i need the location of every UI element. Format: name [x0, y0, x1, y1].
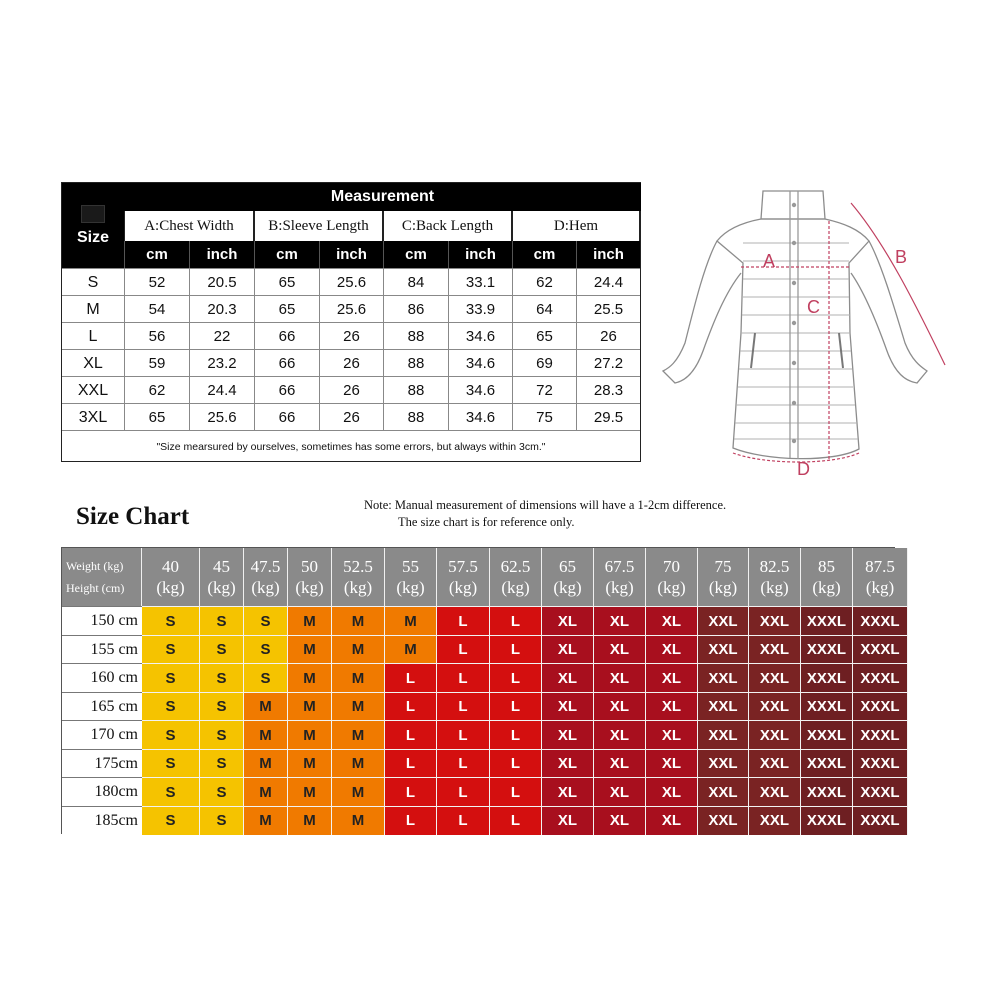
- size-cell: XXXL: [853, 777, 908, 806]
- weight-header: [142, 548, 200, 606]
- size-cell: XXXL: [801, 749, 853, 778]
- measurement-cell: 65: [124, 404, 189, 431]
- size-cell: XL: [594, 635, 646, 664]
- size-cell: S: [200, 692, 244, 721]
- size-cell: S: [200, 635, 244, 664]
- measurement-cell: 34.6: [448, 323, 512, 350]
- size-cell: XL: [646, 777, 698, 806]
- size-cell: S: [142, 635, 200, 664]
- height-label: 160 cm: [62, 663, 142, 692]
- size-cell: S: [244, 606, 288, 635]
- weight-unit: (kg): [553, 578, 582, 597]
- size-cell: XL: [594, 806, 646, 835]
- coat-left-sleeve: [663, 241, 741, 383]
- size-cell: XXXL: [801, 663, 853, 692]
- size-cell: XXL: [749, 635, 801, 664]
- weight-unit: (kg): [251, 578, 280, 597]
- weight-value: 65: [559, 557, 576, 576]
- size-cell: XXXL: [853, 635, 908, 664]
- height-label: 180cm: [62, 777, 142, 806]
- size-cell: M: [244, 806, 288, 835]
- measurement-cell: 26: [576, 323, 640, 350]
- size-cell: S: [200, 606, 244, 635]
- size-cell: XL: [646, 692, 698, 721]
- size-cell: L: [490, 806, 542, 835]
- size-cell: XXXL: [853, 720, 908, 749]
- size-cell: XL: [646, 720, 698, 749]
- weight-value: 87.5: [865, 557, 895, 576]
- size-cell: XL: [646, 806, 698, 835]
- measurement-cell: 24.4: [576, 269, 640, 296]
- size-cell: XXXL: [853, 692, 908, 721]
- size-cell: S: [200, 806, 244, 835]
- weight-unit: (kg): [865, 578, 895, 597]
- measurement-cell: 20.3: [189, 296, 254, 323]
- size-cell: L: [490, 749, 542, 778]
- weight-value: 82.5: [759, 557, 790, 576]
- measurement-cell: 24.4: [189, 377, 254, 404]
- weight-value: 70: [663, 557, 680, 576]
- measurement-cell: 25.6: [189, 404, 254, 431]
- weight-header: [646, 548, 698, 606]
- size-cell: XXL: [698, 806, 749, 835]
- weight-value: 85: [818, 557, 835, 576]
- size-cell: S: [142, 720, 200, 749]
- size-cell: S: [244, 663, 288, 692]
- weight-value: 47.5: [250, 557, 281, 576]
- size-cell: M: [332, 663, 385, 692]
- measurement-cell: 20.5: [189, 269, 254, 296]
- weight-header: [200, 548, 244, 606]
- size-cell: M: [385, 606, 437, 635]
- size-cell: S: [142, 806, 200, 835]
- size-cell: L: [437, 777, 490, 806]
- size-cell: S: [200, 663, 244, 692]
- size-cell: M: [244, 692, 288, 721]
- unit-hem-cm: cm: [512, 241, 576, 268]
- measurement-cell: 88: [383, 350, 448, 377]
- size-cell: XL: [542, 720, 594, 749]
- weight-header: [594, 548, 646, 606]
- measurement-row: [62, 349, 640, 377]
- size-cell: L: [437, 720, 490, 749]
- size-cell: L: [437, 806, 490, 835]
- measurement-cell: 66: [254, 377, 319, 404]
- measurement-cell: 88: [383, 377, 448, 404]
- unit-chest-cm: cm: [124, 241, 189, 268]
- size-cell: L: [437, 606, 490, 635]
- row-size: S: [87, 273, 99, 291]
- size-cell: M: [332, 692, 385, 721]
- measurement-table: [61, 182, 641, 462]
- measurement-cell: 65: [512, 323, 576, 350]
- size-cell: XXL: [749, 720, 801, 749]
- measurement-cell: 52: [124, 269, 189, 296]
- size-cell: XXXL: [853, 749, 908, 778]
- measurement-cell: 66: [254, 350, 319, 377]
- measurement-cell: 25.5: [576, 296, 640, 323]
- size-cell: M: [332, 806, 385, 835]
- unit-sleeve-inch: inch: [319, 241, 383, 268]
- measurement-cell: 25.6: [319, 269, 383, 296]
- size-cell: XXXL: [801, 806, 853, 835]
- measurement-cell: 26: [319, 404, 383, 431]
- size-cell: XXL: [698, 635, 749, 664]
- weight-unit: (kg): [448, 578, 478, 597]
- size-cell: M: [244, 777, 288, 806]
- size-cell: XXXL: [801, 606, 853, 635]
- size-cell: S: [200, 720, 244, 749]
- size-cell: XXXL: [801, 635, 853, 664]
- size-cell: XXL: [749, 663, 801, 692]
- measurement-cell: 26: [319, 377, 383, 404]
- size-cell: S: [142, 749, 200, 778]
- size-cell: XXXL: [801, 777, 853, 806]
- size-header: [62, 183, 124, 268]
- size-cell: M: [332, 720, 385, 749]
- size-cell: XL: [646, 749, 698, 778]
- size-cell: L: [437, 635, 490, 664]
- weight-header: [749, 548, 801, 606]
- size-cell: XL: [594, 606, 646, 635]
- size-cell: L: [437, 663, 490, 692]
- measurement-cell: 34.6: [448, 404, 512, 431]
- size-cell: M: [244, 720, 288, 749]
- header-swatch: [81, 205, 105, 223]
- height-label: 155 cm: [62, 635, 142, 664]
- size-cell: L: [490, 777, 542, 806]
- size-cell: L: [437, 692, 490, 721]
- size-cell: L: [385, 777, 437, 806]
- group-hem: D:Hem: [512, 211, 640, 241]
- measurement-row: [62, 403, 640, 431]
- size-cell: XXL: [749, 777, 801, 806]
- weight-header: [853, 548, 908, 606]
- size-cell: XXL: [698, 606, 749, 635]
- size-cell: M: [288, 806, 332, 835]
- measurement-cell: 86: [383, 296, 448, 323]
- coat-right-sleeve: [851, 241, 927, 383]
- measurement-cell: 54: [124, 296, 189, 323]
- size-cell: XL: [542, 749, 594, 778]
- size-cell: XXL: [749, 606, 801, 635]
- size-cell: XL: [594, 663, 646, 692]
- measurement-cell: 29.5: [576, 404, 640, 431]
- size-cell: XXXL: [853, 663, 908, 692]
- measurement-cell: 66: [254, 323, 319, 350]
- size-cell: L: [490, 720, 542, 749]
- size-cell: M: [332, 606, 385, 635]
- measurement-cell: 84: [383, 269, 448, 296]
- size-cell: M: [385, 635, 437, 664]
- weight-header: [332, 548, 385, 606]
- weight-unit: (kg): [156, 578, 185, 597]
- size-cell: XXXL: [853, 606, 908, 635]
- size-cell: XL: [542, 635, 594, 664]
- measurement-cell: 75: [512, 404, 576, 431]
- measurement-row: [62, 322, 640, 350]
- measurement-cell: 28.3: [576, 377, 640, 404]
- corner-header: [62, 548, 142, 606]
- measurement-cell: 66: [254, 404, 319, 431]
- measurement-cell: 65: [254, 296, 319, 323]
- size-cell: S: [142, 663, 200, 692]
- measurement-cell: 25.6: [319, 296, 383, 323]
- size-chart-table: [61, 547, 900, 834]
- weight-value: 40: [162, 557, 179, 576]
- unit-sleeve-cm: cm: [254, 241, 319, 268]
- measurement-cell: 23.2: [189, 350, 254, 377]
- height-label: 175cm: [62, 749, 142, 778]
- size-chart-title: Size Chart: [76, 503, 190, 530]
- weight-value: 67.5: [604, 557, 635, 576]
- group-chest-width: A:Chest Width: [124, 211, 254, 241]
- label-a: A: [763, 251, 776, 271]
- weight-value: 55: [402, 557, 419, 576]
- size-cell: L: [490, 606, 542, 635]
- size-cell: XXL: [698, 749, 749, 778]
- size-cell: XL: [646, 606, 698, 635]
- size-cell: L: [385, 692, 437, 721]
- weight-value: 75: [714, 557, 732, 576]
- size-cell: XXXL: [801, 692, 853, 721]
- weight-header: [288, 548, 332, 606]
- measurement-row: [62, 376, 640, 404]
- row-size: XL: [83, 354, 103, 372]
- size-cell: XL: [646, 635, 698, 664]
- weight-unit: (kg): [605, 578, 634, 597]
- size-cell: L: [385, 749, 437, 778]
- weight-unit: (kg): [295, 578, 324, 597]
- measurement-cell: 62: [124, 377, 189, 404]
- group-sleeve-length: B:Sleeve Length: [254, 211, 383, 241]
- size-cell: XL: [542, 663, 594, 692]
- weight-unit: (kg): [207, 578, 236, 597]
- weight-header: [698, 548, 749, 606]
- measurement-cell: 27.2: [576, 350, 640, 377]
- unit-chest-inch: inch: [189, 241, 254, 268]
- size-cell: XXL: [698, 692, 749, 721]
- measurement-cell: 72: [512, 377, 576, 404]
- weight-unit: (kg): [812, 578, 841, 597]
- size-cell: M: [288, 663, 332, 692]
- measurement-cell: 62: [512, 269, 576, 296]
- size-cell: L: [437, 749, 490, 778]
- size-cell: M: [288, 635, 332, 664]
- size-cell: M: [288, 749, 332, 778]
- weight-value: 50: [301, 557, 318, 576]
- size-cell: M: [332, 635, 385, 664]
- size-cell: XL: [542, 606, 594, 635]
- measurement-cell: 69: [512, 350, 576, 377]
- size-cell: M: [288, 777, 332, 806]
- unit-back-inch: inch: [448, 241, 512, 268]
- size-cell: XL: [594, 777, 646, 806]
- size-cell: L: [490, 692, 542, 721]
- group-back-length: C:Back Length: [383, 211, 512, 241]
- unit-back-cm: cm: [383, 241, 448, 268]
- size-cell: XXXL: [853, 806, 908, 835]
- note-line-2: The size chart is for reference only.: [398, 515, 575, 529]
- size-cell: L: [385, 720, 437, 749]
- measurement-note: "Size mearsured by ourselves, sometimes has some errors, but always within 3cm.": [62, 430, 640, 462]
- note-line-1: Note: Manual measurement of dimensions will have a 1-2cm difference.: [364, 498, 727, 512]
- size-cell: M: [288, 720, 332, 749]
- measurement-row: [62, 295, 640, 323]
- coat-buttons: [792, 203, 796, 443]
- measurement-row: [62, 268, 640, 296]
- size-cell: XXXL: [801, 720, 853, 749]
- measurement-cell: 88: [383, 404, 448, 431]
- size-cell: XXL: [698, 720, 749, 749]
- measure-line-b: [851, 203, 945, 365]
- weight-value: 45: [213, 557, 230, 576]
- size-cell: S: [142, 777, 200, 806]
- weight-unit: (kg): [396, 578, 425, 597]
- size-cell: M: [288, 692, 332, 721]
- corner-height-label: Height (cm): [66, 581, 125, 595]
- coat-diagram: [655, 183, 955, 483]
- row-size: XXL: [77, 381, 109, 399]
- weight-header: [801, 548, 853, 606]
- height-label: 185cm: [62, 806, 142, 835]
- weight-header: [244, 548, 288, 606]
- weight-value: 57.5: [448, 557, 478, 576]
- height-label: 165 cm: [62, 692, 142, 721]
- size-cell: S: [244, 635, 288, 664]
- corner-weight-label: Weight (kg): [66, 559, 124, 573]
- size-cell: S: [200, 749, 244, 778]
- unit-hem-inch: inch: [576, 241, 640, 268]
- weight-unit: (kg): [760, 578, 789, 597]
- size-cell: M: [332, 777, 385, 806]
- measurement-cell: 56: [124, 323, 189, 350]
- weight-header: [490, 548, 542, 606]
- measurement-cell: 64: [512, 296, 576, 323]
- row-size: L: [88, 327, 98, 345]
- size-cell: XL: [594, 749, 646, 778]
- measurement-cell: 33.1: [448, 269, 512, 296]
- weight-value: 62.5: [500, 557, 531, 576]
- measurement-cell: 26: [319, 350, 383, 377]
- size-cell: S: [200, 777, 244, 806]
- size-cell: M: [244, 749, 288, 778]
- size-cell: XL: [542, 692, 594, 721]
- size-cell: XXL: [749, 692, 801, 721]
- weight-header: [542, 548, 594, 606]
- measurement-cell: 59: [124, 350, 189, 377]
- height-label: 150 cm: [62, 606, 142, 635]
- size-cell: XL: [646, 663, 698, 692]
- size-cell: M: [332, 749, 385, 778]
- size-cell: L: [490, 635, 542, 664]
- weight-unit: (kg): [657, 578, 686, 597]
- measurement-cell: 65: [254, 269, 319, 296]
- weight-unit: (kg): [343, 578, 373, 597]
- row-size: M: [86, 300, 100, 318]
- weight-header: [385, 548, 437, 606]
- label-b: B: [895, 247, 908, 267]
- size-cell: XL: [594, 720, 646, 749]
- measurement-title: Measurement: [124, 183, 641, 211]
- height-label: 170 cm: [62, 720, 142, 749]
- measurement-cell: 22: [189, 323, 254, 350]
- size-cell: XL: [542, 806, 594, 835]
- size-cell: S: [142, 692, 200, 721]
- measurement-cell: 88: [383, 323, 448, 350]
- coat-outline: [663, 191, 927, 459]
- measurement-cell: 34.6: [448, 350, 512, 377]
- measurement-cell: 26: [319, 323, 383, 350]
- row-size: 3XL: [78, 408, 108, 426]
- weight-unit: (kg): [708, 578, 738, 597]
- weight-header: [437, 548, 490, 606]
- weight-value: 52.5: [343, 557, 373, 576]
- size-header-label: Size: [76, 228, 109, 246]
- size-cell: XL: [542, 777, 594, 806]
- weight-unit: (kg): [501, 578, 530, 597]
- size-cell: L: [385, 663, 437, 692]
- size-cell: S: [142, 606, 200, 635]
- size-cell: XXL: [698, 663, 749, 692]
- size-cell: L: [490, 663, 542, 692]
- label-c: C: [807, 297, 820, 317]
- size-cell: M: [288, 606, 332, 635]
- measurement-cell: 34.6: [448, 377, 512, 404]
- measurement-cell: 33.9: [448, 296, 512, 323]
- size-cell: XXL: [749, 749, 801, 778]
- size-cell: XXL: [698, 777, 749, 806]
- size-cell: XL: [594, 692, 646, 721]
- reference-note: [364, 497, 726, 531]
- label-d: D: [797, 459, 810, 479]
- size-cell: XXL: [749, 806, 801, 835]
- size-cell: L: [385, 806, 437, 835]
